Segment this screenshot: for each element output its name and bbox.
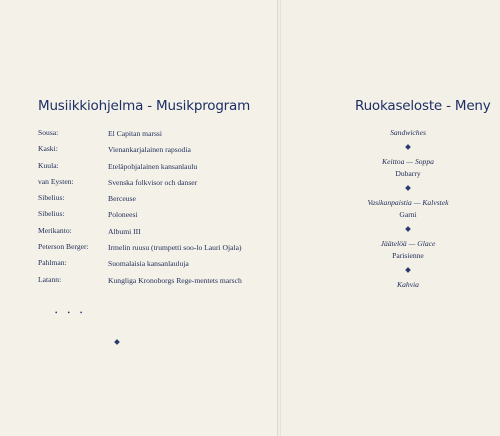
composer: Pahlman: xyxy=(38,258,67,268)
program-row xyxy=(38,177,270,188)
menu-course xyxy=(352,239,464,260)
diamond-ornament-icon xyxy=(405,144,411,150)
menu-course xyxy=(352,157,464,178)
composer: Kaski: xyxy=(38,144,58,154)
course-dish: Parisienne xyxy=(392,251,424,260)
composer: van Eysten: xyxy=(38,176,74,186)
music-program-list xyxy=(38,128,270,291)
piece: Berceuse xyxy=(108,194,136,204)
piece: Albumi III xyxy=(108,226,141,236)
piece: Vienankarjalainen rapsodia xyxy=(108,145,191,155)
decorative-dots-icon: ••• xyxy=(55,309,93,317)
composer: Latann: xyxy=(38,274,62,284)
program-row xyxy=(38,258,270,269)
piece: Svenska folkvisor och danser xyxy=(108,177,198,187)
course-title: Sandwiches xyxy=(390,128,426,137)
page-fold xyxy=(277,0,281,436)
course-title: Vasikanpaistia — Kalvstek xyxy=(367,198,449,207)
course-title: Keittoa — Soppa xyxy=(382,157,434,166)
menu-course xyxy=(352,128,464,137)
program-row xyxy=(38,242,270,253)
program-row xyxy=(38,226,270,237)
composer: Sibelius: xyxy=(38,209,65,219)
piece: Kungliga Kronoborgs Rege-mentets marsch xyxy=(108,275,242,285)
piece: Irmelin ruusu (trumpetti soo-lo Lauri Ojala) xyxy=(108,243,242,253)
composer: Sibelius: xyxy=(38,193,65,203)
course-title: Kahvia xyxy=(397,280,419,289)
composer: Kuula: xyxy=(38,160,59,170)
program-row xyxy=(38,128,270,139)
program-row xyxy=(38,161,270,172)
program-row xyxy=(38,144,270,155)
program-row xyxy=(38,209,270,220)
menu-course xyxy=(352,198,464,219)
menu-heading: Ruokaseloste - Meny xyxy=(355,98,491,114)
course-dish: Garni xyxy=(399,210,417,219)
program-row xyxy=(38,275,270,286)
course-dish: Dubarry xyxy=(395,169,421,178)
program-heading: Musiikkiohjelma - Musikprogram xyxy=(38,98,251,114)
piece: Suomalaisia kansanlauluja xyxy=(108,259,189,269)
diamond-ornament-icon xyxy=(405,226,411,232)
diamond-ornament-icon xyxy=(405,185,411,191)
menu-course xyxy=(352,280,464,289)
diamond-ornament-icon xyxy=(405,267,411,273)
program-row xyxy=(38,193,270,204)
composer: Sousa: xyxy=(38,128,59,137)
piece: Poloneesi xyxy=(108,210,138,220)
piece: El Capitan marssi xyxy=(108,129,162,138)
composer: Peterson Berger: xyxy=(38,242,89,252)
course-title: Jäätelöä — Glace xyxy=(380,239,436,248)
piece: Eteläpohjalainen kansanlaulu xyxy=(108,161,198,171)
composer: Merikanto: xyxy=(38,225,72,235)
food-menu-list xyxy=(352,128,464,289)
